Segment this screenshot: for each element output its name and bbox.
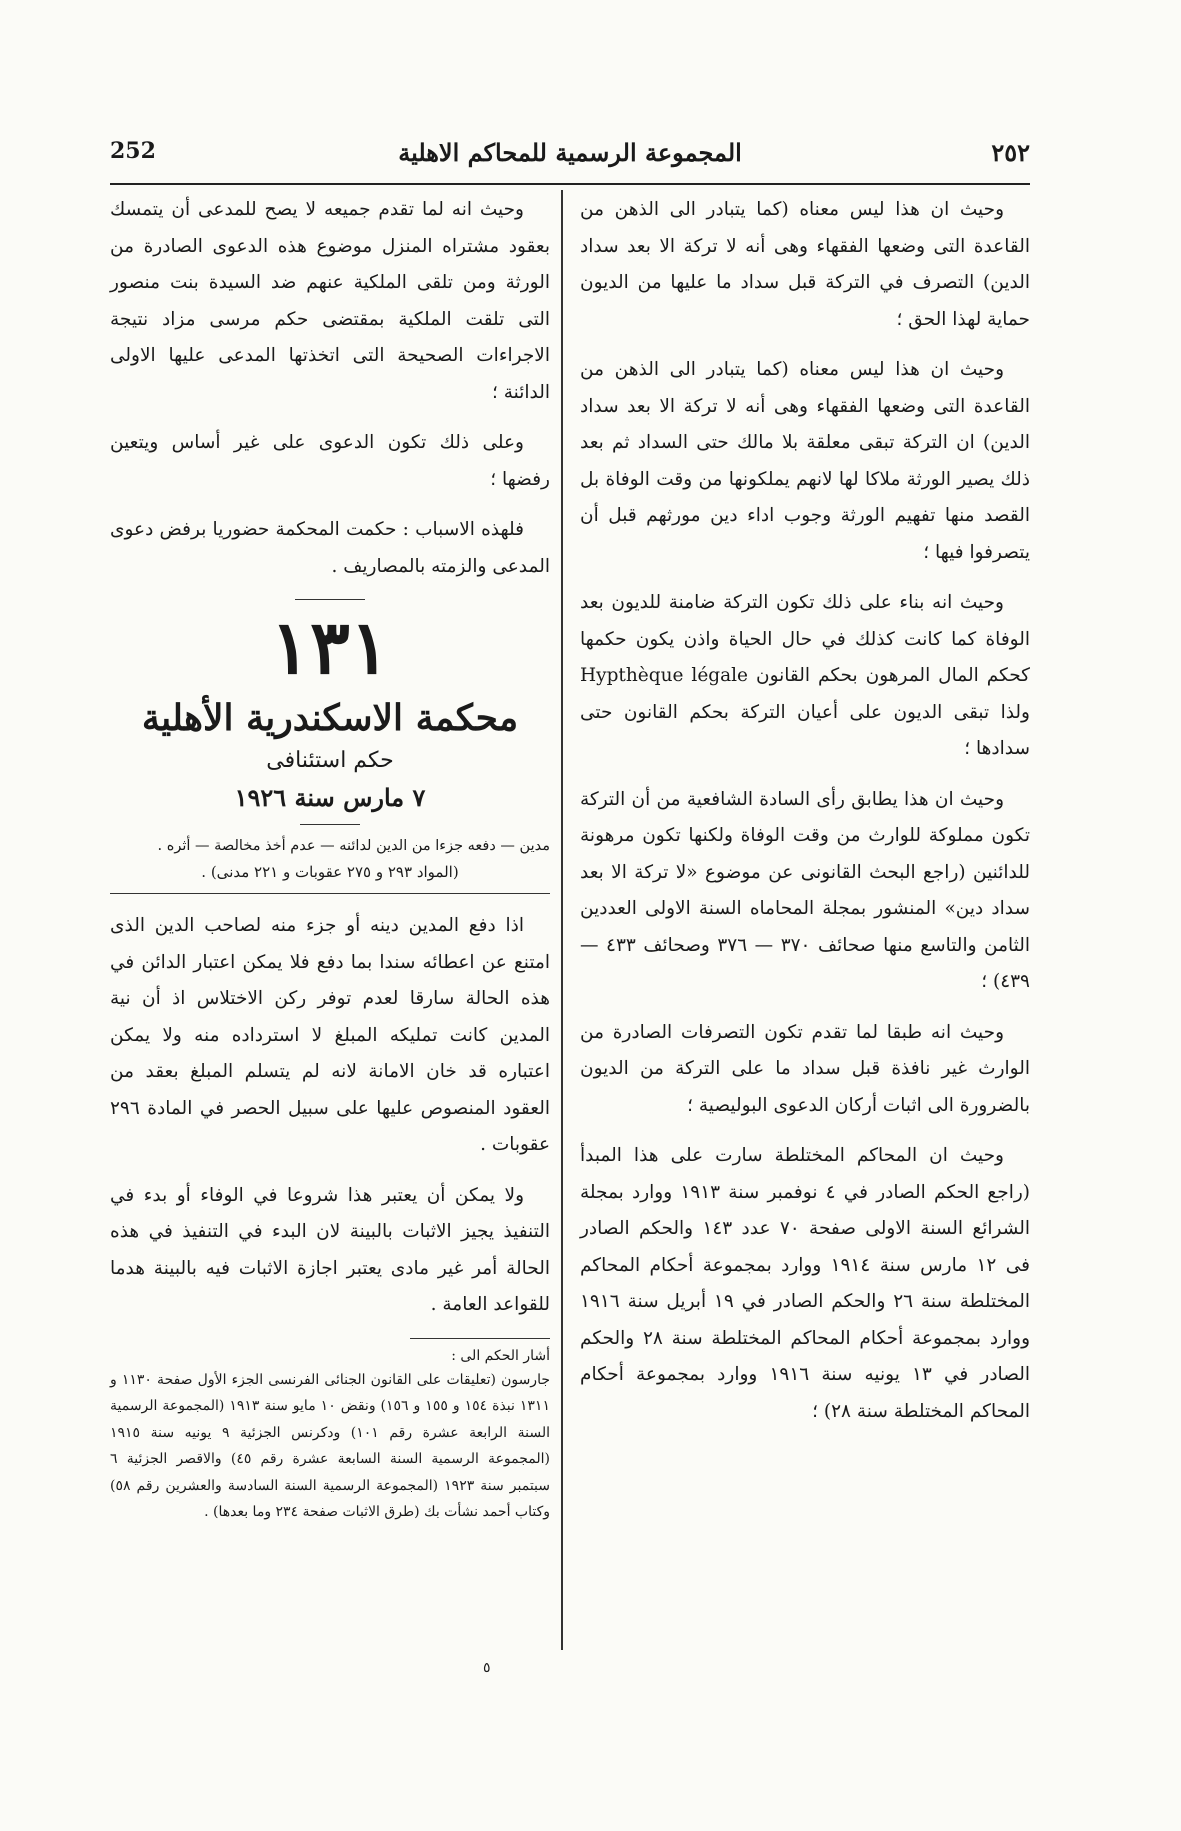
body-paragraph: وحيث ان هذا ليس معناه (كما يتبادر الى الذهن من القاعدة التى وضعها الفقهاء وهى أنه لا تركة الا بعد سداد الدين) التصرف في التركة قبل سداد ما عليها من الديون حماية لهذا الحق ؛ xyxy=(580,199,1030,330)
case-heading xyxy=(110,605,550,818)
ruling-date: ٧ مارس سنة ١٩٢٦ xyxy=(234,783,426,812)
page-title: المجموعة الرسمية للمحاكم الاهلية xyxy=(398,138,742,167)
section-rule xyxy=(300,824,360,825)
body-paragraph: وحيث ان المحاكم المختلطة سارت على هذا المبدأ (راجع الحكم الصادر في ٤ نوفمبر سنة ١٩١٣ ووارد بمجلة الشرائع السنة الاولى صفحة ٧٠ عدد ١٤٣ والحكم الصادر فى ١٢ مارس سنة ١٩١٤ ووارد بمجموعة أحكام المحاكم المختلطة سنة ٢٦ والحكم الصادر في ١٩ أبريل سنة ١٩١٦ ووارد بمجموعة أحكام المحاكم المختلطة سنة ٢٨ والحكم الصادر في ١٣ يونيه سنة ١٩١٦ ووارد بمجموعة أحكام المحاكم المختلطة سنة ٢٨) ؛ xyxy=(580,1145,1031,1422)
headnote: مدين — دفعه جزءا من الدين لدائنه — عدم أخذ مخالصة — أثره . xyxy=(157,838,550,854)
page-number-latin: 252 xyxy=(110,138,156,164)
footnote-heading: أشار الحكم الى : xyxy=(451,1347,550,1364)
section-rule xyxy=(110,893,550,894)
page-mark: ٥ xyxy=(483,1660,491,1676)
section-rule xyxy=(295,599,365,600)
body-paragraph: وحيث انه بناء على ذلك تكون التركة ضامنة للديون بعد الوفاة كما كانت كذلك في حال الحياة واذن يكون حكمها كحكم المال المرهون بحكم القانون Hypthèque légale ولذا تبقى الديون على أعيان التركة بحكم القانون حتى سدادها ؛ xyxy=(580,592,1030,759)
case-number: ١٣١ xyxy=(270,605,390,691)
ruling-summary: ولا يمكن أن يعتبر هذا شروعا في الوفاء أو بدء في التنفيذ يجيز الاثبات بالبينة لان البدء في التنفيذ في هذه الحالة أمر غير مادى يعتبر اجازة الاثبات فيه بالبينة هدما للقواعد العامة . xyxy=(110,1184,550,1315)
right-column xyxy=(580,192,1030,1444)
body-paragraph: وحيث ان هذا يطابق رأى السادة الشافعية من أن التركة تكون مملوكة للوارث من وقت الوفاة ولكنها تكون مرهونة للدائنين (راجع البحث القانونى عن موضوع «لا تركة الا بعد سداد دين» المنشور بمجلة المحاماه السنة الاولى العددين الثامن والتاسع منها صحائف ٣٧٠ — ٣٧٦ وصحائف ٤٣٣ — ٤٣٩) ؛ xyxy=(580,788,1031,992)
ruling-summary: اذا دفع المدين دينه أو جزء منه لصاحب الدين الذى امتنع عن اعطائه سندا بما دفع فلا يمكن اعتبار الدائن في هذه الحالة سارقا لعدم توفر ركن الاختلاس اذ أن نية المدين كانت تمليكه المبلغ لا استرداده منه ولا يمكن اعتباره قد خان الامانة لانه لم يتسلم المبلغ بعقد من العقود المنصوص عليها على سبيل الحصر في المادة ٢٩٦ عقوبات . xyxy=(110,915,550,1155)
column-divider xyxy=(561,190,563,1650)
header-rule xyxy=(110,183,1030,185)
body-paragraph: وحيث ان هذا ليس معناه (كما يتبادر الى الذهن من القاعدة التى وضعها الفقهاء وهى أنه لا تركة الا بعد سداد الدين) ان التركة تبقى معلقة بلا مالك حتى السداد ثم بعد ذلك يصير الورثة ملاكا لها لانهم يملكونها من وقت الوفاة بل القصد منها تفهيم الورثة وجوب اداء دين مورثهم قبل أن يتصرفوا فيها ؛ xyxy=(580,359,1030,563)
body-paragraph: وحيث انه طبقا لما تقدم تكون التصرفات الصادرة من الوارث غير نافذة قبل سداد ما على التركة من الديون بالضرورة الى اثبات أركان الدعوى البوليصية ؛ xyxy=(580,1021,1030,1116)
footnote-body: جارسون (تعليقات على القانون الجنائى الفرنسى الجزء الأول صفحة ١١٣٠ و ١٣١١ نبذة ١٥٤ و ١٥٥ و ١٥٦) ونقض ١٠ مايو سنة ١٩١٣ (المجموعة الرسمية السنة الرابعة عشرة رقم ١٠١) ودكرنس الجزئية ٩ يونيه سنة ١٩١٥ (المجموعة الرسمية السنة السابعة عشرة رقم ٤٥) والاقصر الجزئية ٦ سبتمبر سنة ١٩٢٣ (المجموعة الرسمية السنة السادسة والعشرين رقم ٥٨) وكتاب أحمد نشأت بك (طرق الاثبات صفحة ٢٣٤ وما بعدها) . xyxy=(110,1371,551,1520)
ruling-type: حكم استئنافى xyxy=(266,748,394,773)
judgment-paragraph: فلهذه الاسباب : حكمت المحكمة حضوريا برفض دعوى المدعى والزمته بالمصاريف . xyxy=(110,519,550,577)
page-number-arabic: ٢٥٢ xyxy=(991,138,1030,167)
left-column xyxy=(110,192,550,1526)
body-paragraph: وحيث انه لما تقدم جميعه لا يصح للمدعى أن يتمسك بعقود مشتراه المنزل موضوع هذه الدعوى الصادرة من الورثة ومن تلقى الملكية عنهم ضد السيدة بنت منصور التى تلقت الملكية بمقتضى حكم مرسى مزاد نتيجة الاجراءات الصحيحة التى اتخذتها المدعى عليها الاولى الدائنة ؛ xyxy=(110,199,550,403)
court-name: محكمة الاسكندرية الأهلية xyxy=(141,697,519,739)
footnote-rule xyxy=(410,1338,550,1339)
body-paragraph: وعلى ذلك تكون الدعوى على غير أساس ويتعين رفضها ؛ xyxy=(110,432,550,490)
page-header xyxy=(110,138,1030,178)
headnote-articles: (المواد ٢٩٣ و ٢٧٥ عقوبات و ٢٢١ مدنى) . xyxy=(201,863,459,881)
